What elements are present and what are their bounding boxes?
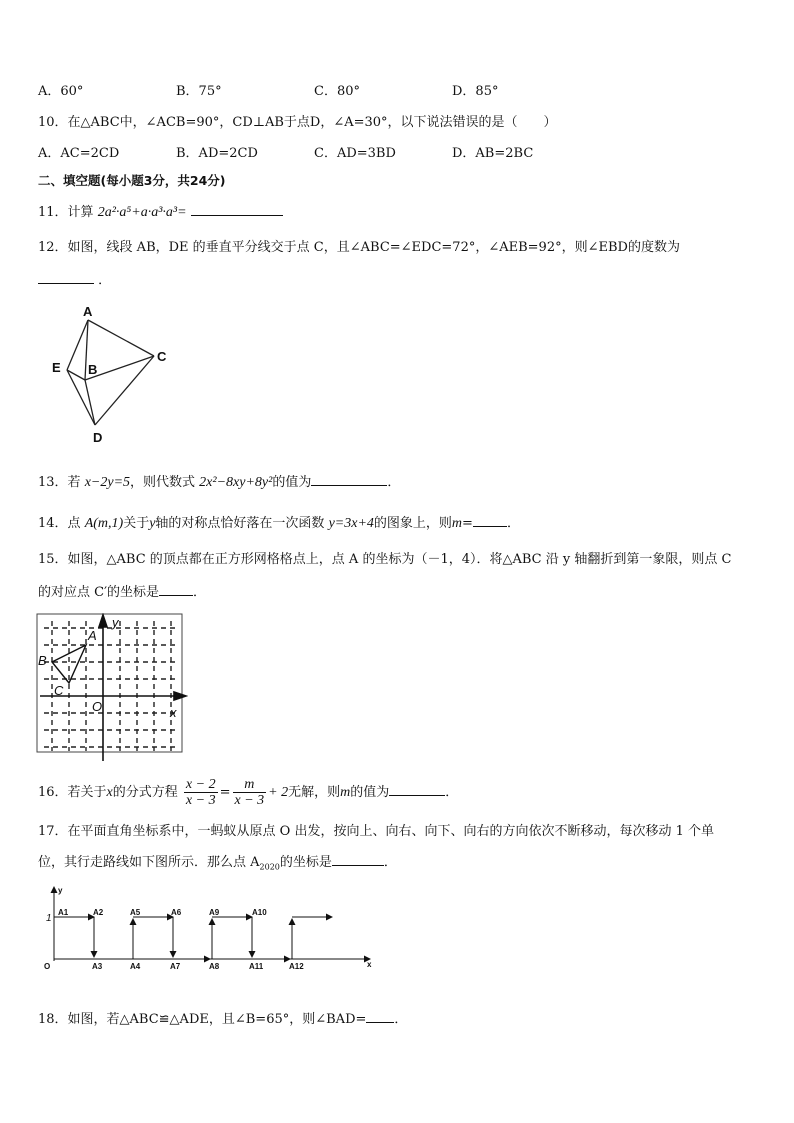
q17-question-cont [38,853,397,877]
q16-rhs-numerator: m [233,777,267,793]
q12-figure [40,300,180,448]
q10-option-a: A．AC=2CD [38,146,120,161]
q17-end: ． [383,855,397,870]
q14-answer-blank[interactable] [473,514,507,527]
y-axis-arrow [99,615,107,627]
label-a2: A2 [93,908,104,917]
label-y: y [112,615,119,630]
q17-question: 17．在平面直角坐标系中，一蚂蚁从原点 O 出发，按向上、向右、向下、向右的方向依次不断移动，每次移动 1 个单 [38,824,715,839]
q14-prefix: 14．点 [38,516,81,531]
q10-option-b: B．AD=2CD [176,146,258,161]
q13-answer-blank[interactable] [311,473,387,486]
label-a7: A7 [170,962,181,971]
q16-rhs-denominator: x − 3 [234,793,265,808]
q12-answer-line [38,271,111,290]
q16-var: x [106,785,113,800]
q16-rhs-tail: + 2 [268,785,289,800]
q13-expression: 2x²−8xy+8y² [199,475,273,490]
q13-condition: x−2y=5 [84,475,131,490]
q16-post: 无解，则 [288,785,341,800]
q10-question: 10．在△ABC中，∠ACB=90°，CD⊥AB于点D，∠A=30°，以下说法错误的是（ ） [38,115,557,130]
q18-question [38,1010,407,1029]
q16-lhs-fraction [184,777,218,808]
label-x: x [170,705,177,720]
q9-option-c: C．80° [314,84,360,99]
label-c: C [54,683,64,698]
q14-mid2: 轴的对称点恰好落在一次函数 [155,516,325,531]
label-a8: A8 [209,962,220,971]
q16-var2: m [340,785,351,800]
label-a1: A1 [58,908,69,917]
q11-expression: 2a²·a⁵+a·a³·a³= [97,205,187,220]
label-b: B [38,653,47,668]
segment-ae [67,320,88,370]
q12-question: 12．如图，线段 AB，DE 的垂直平分线交于点 C，且∠ABC=∠EDC=72°，∠AEB=92°，则∠EBD的度数为 [38,240,680,255]
section-heading: 二、填空题(每小题3分，共24分) [38,173,226,188]
q14-point: A(m,1) [84,516,124,531]
q14-var: m [451,516,463,531]
label-a10: A10 [252,908,267,917]
label-a5: A5 [130,908,141,917]
q10-option-c: C．AD=3BD [314,146,396,161]
label-e: E [52,360,61,375]
label-a9: A9 [209,908,220,917]
q16-answer-blank[interactable] [389,783,445,796]
q15-end: ． [193,585,207,600]
q13-mid: ，则代数式 [130,475,196,490]
q18-text: 18．如图，若△ABC≌△ADE，且∠B=65°，则∠BAD= [38,1012,367,1027]
label-y: y [58,886,63,895]
q11-prefix: 11．计算 [38,205,94,220]
label-a: A [88,628,97,643]
q16-post2: 的值为 [350,785,390,800]
q11-question [38,203,283,222]
q9-option-b: B．75° [176,84,222,99]
q14-mid3: 的图象上，则 [373,516,452,531]
q16-lhs-denominator: x − 3 [185,793,216,808]
q17-line2-post: 的坐标是 [279,855,332,870]
q14-mid1: 关于 [123,516,150,531]
q12-period: ． [98,273,112,288]
label-a: A [83,304,93,319]
q15-question-cont [38,583,206,602]
q13-post: 的值为 [272,475,312,490]
q13-question [38,473,400,492]
q15-line2: 的对应点 C′的坐标是 [38,585,160,600]
q14-question [38,514,520,533]
q14-function: y=3x+4 [328,516,374,531]
q16-question: 16．若关于x的分式方程 $\frac{x - 2}{x - 3}$ = $\frac{m}{x - 3}$ + 2无解，则m的值为 ． [38,777,459,808]
q14-end: ． [506,516,520,531]
ant-path [54,917,332,959]
q13-end: ． [387,475,401,490]
label-x: x [367,960,372,969]
label-a11: A11 [249,962,264,971]
q14-eq: = [462,516,473,531]
q9-option-a: A．60° [38,84,84,99]
label-d: D [93,430,103,445]
q15-answer-blank[interactable] [159,583,193,596]
q15-question: 15．如图，△ABC 的顶点都在正方形网格格点上，点 A 的坐标为（－1，4）．将△ABC 沿 y 轴翻折到第一象限，则点 C [38,552,732,567]
label-a3: A3 [92,962,103,971]
q16-lhs-numerator: x − 2 [185,777,216,792]
q16-prefix: 16．若关于 [38,785,107,800]
label-one: 1 [46,913,52,924]
q16-rhs-fraction [233,777,267,808]
label-a6: A6 [171,908,182,917]
q13-prefix: 13．若 [38,475,81,490]
q18-answer-blank[interactable] [366,1010,394,1023]
q18-end: ． [394,1012,408,1027]
q17-subscript: 2020 [259,862,280,872]
q12-answer-blank[interactable] [38,271,94,284]
label-c: C [157,349,167,364]
q11-answer-blank[interactable] [191,203,283,216]
q17-line2: 位，其行走路线如下图所示．那么点 A [38,855,260,870]
label-a12: A12 [289,962,304,971]
label-b: B [88,362,98,377]
q9-option-d: D．85° [452,84,499,99]
q17-figure [40,883,380,973]
q14-axis: y [149,516,156,531]
label-origin: O [44,962,51,971]
segment-bd [85,380,95,425]
q15-figure [36,613,188,763]
q17-answer-blank[interactable] [332,853,384,866]
x-axis-arrow [174,692,186,700]
q10-option-d: D．AB=2BC [452,146,534,161]
q16-mid: 的分式方程 [112,785,178,800]
label-a4: A4 [130,962,141,971]
grid-lines [44,621,176,751]
q16-end: ． [445,785,459,800]
segment-ac [88,320,154,356]
label-origin: O [92,699,103,714]
